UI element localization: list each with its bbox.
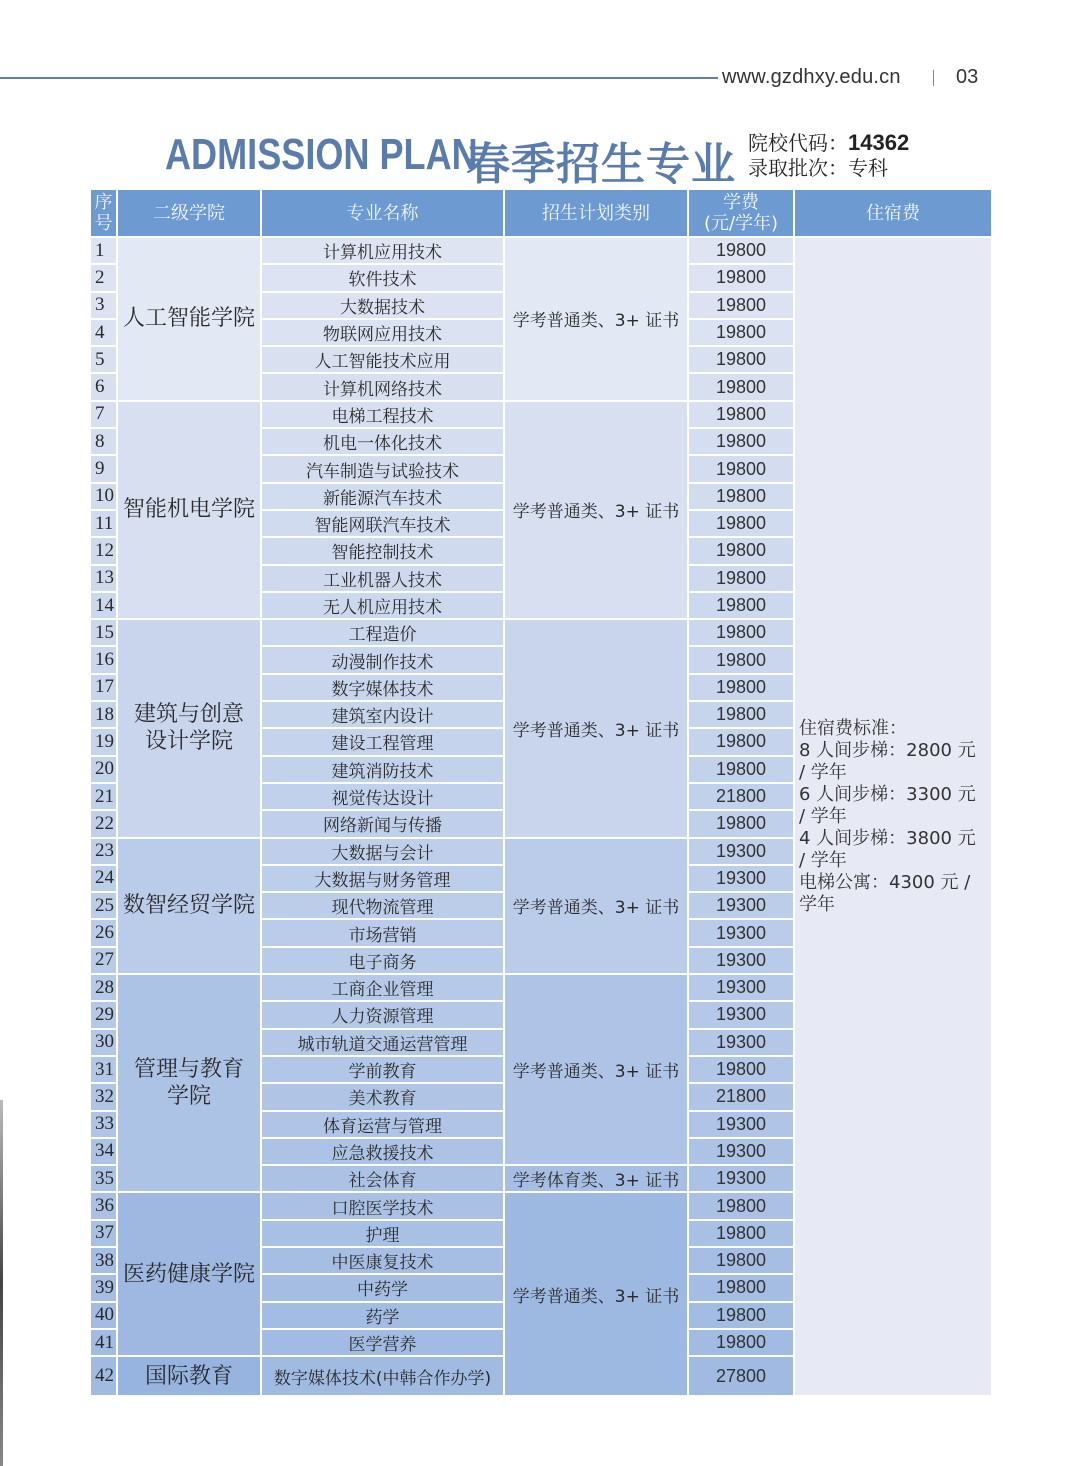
major-name: 机电一体化技术 xyxy=(262,429,503,454)
college-name: 医药健康学院 xyxy=(118,1193,260,1355)
row-number: 40 xyxy=(91,1303,116,1328)
row-number: 38 xyxy=(91,1248,116,1273)
row-number: 39 xyxy=(91,1275,116,1300)
tuition-fee: 19800 xyxy=(689,238,793,263)
row-number: 24 xyxy=(91,866,116,891)
major-name: 计算机网络技术 xyxy=(262,374,503,399)
row-number: 7 xyxy=(91,402,116,427)
tuition-fee: 19800 xyxy=(689,647,793,672)
college-name: 建筑与创意 设计学院 xyxy=(118,620,260,836)
row-number: 18 xyxy=(91,702,116,727)
school-code-label: 院校代码： xyxy=(748,131,848,155)
major-name: 人力资源管理 xyxy=(262,1002,503,1027)
college-name: 管理与教育 学院 xyxy=(118,975,260,1191)
major-name: 视觉传达设计 xyxy=(262,784,503,809)
tuition-fee: 19300 xyxy=(689,920,793,945)
major-name: 工商企业管理 xyxy=(262,975,503,1000)
tuition-fee: 19800 xyxy=(689,293,793,318)
batch-label: 录取批次： xyxy=(748,156,848,180)
major-name: 数字媒体技术 xyxy=(262,675,503,700)
row-number: 21 xyxy=(91,784,116,809)
major-name: 护理 xyxy=(262,1221,503,1246)
row-number: 6 xyxy=(91,374,116,399)
major-name: 大数据技术 xyxy=(262,293,503,318)
page-number: 03 xyxy=(956,66,979,88)
tuition-fee: 19800 xyxy=(689,511,793,536)
tuition-fee: 19300 xyxy=(689,975,793,1000)
row-number: 31 xyxy=(91,1057,116,1082)
tuition-fee: 19800 xyxy=(689,1248,793,1273)
major-name: 学前教育 xyxy=(262,1057,503,1082)
tuition-fee: 19800 xyxy=(689,566,793,591)
tuition-fee: 19300 xyxy=(689,1139,793,1164)
major-name: 计算机应用技术 xyxy=(262,238,503,263)
tuition-fee: 19800 xyxy=(689,811,793,836)
tuition-fee: 19800 xyxy=(689,402,793,427)
tuition-fee: 27800 xyxy=(689,1357,793,1395)
header-dorm: 住宿费 xyxy=(795,190,991,236)
header-plan: 招生计划类别 xyxy=(505,190,687,236)
tuition-fee: 19800 xyxy=(689,456,793,481)
row-number: 42 xyxy=(91,1357,116,1395)
row-number: 23 xyxy=(91,839,116,864)
row-number: 28 xyxy=(91,975,116,1000)
major-name: 美术教育 xyxy=(262,1084,503,1109)
header-fee: 学费 (元/学年) xyxy=(689,190,793,236)
tuition-fee: 19800 xyxy=(689,1275,793,1300)
row-number: 5 xyxy=(91,347,116,372)
admission-meta xyxy=(748,130,909,181)
college-name: 人工智能学院 xyxy=(118,238,260,400)
row-number: 2 xyxy=(91,265,116,290)
row-number: 36 xyxy=(91,1193,116,1218)
plan-category: 学考普通类、3+ 证书 xyxy=(505,1193,687,1395)
plan-category: 学考普通类、3+ 证书 xyxy=(505,620,687,836)
major-name: 汽车制造与试验技术 xyxy=(262,456,503,481)
tuition-fee: 19300 xyxy=(689,893,793,918)
plan-category: 学考普通类、3+ 证书 xyxy=(505,238,687,400)
row-number: 26 xyxy=(91,920,116,945)
tuition-fee: 19800 xyxy=(689,620,793,645)
row-number: 15 xyxy=(91,620,116,645)
major-name: 工程造价 xyxy=(262,620,503,645)
row-number: 34 xyxy=(91,1139,116,1164)
row-number: 8 xyxy=(91,429,116,454)
major-name: 应急救援技术 xyxy=(262,1139,503,1164)
website-url: www.gzdhxy.edu.cn xyxy=(722,66,901,88)
row-number: 12 xyxy=(91,538,116,563)
tuition-fee: 19800 xyxy=(689,1330,793,1355)
school-code: 14362 xyxy=(848,130,910,155)
row-number: 10 xyxy=(91,484,116,509)
major-name: 电子商务 xyxy=(262,948,503,973)
row-number: 16 xyxy=(91,647,116,672)
header-rule xyxy=(0,77,718,79)
row-number: 9 xyxy=(91,456,116,481)
major-name: 体育运营与管理 xyxy=(262,1112,503,1137)
major-name: 电梯工程技术 xyxy=(262,402,503,427)
tuition-fee: 19800 xyxy=(689,1221,793,1246)
major-name: 中药学 xyxy=(262,1275,503,1300)
row-number: 17 xyxy=(91,675,116,700)
major-name: 建设工程管理 xyxy=(262,729,503,754)
major-name: 社会体育 xyxy=(262,1166,503,1191)
row-number: 19 xyxy=(91,729,116,754)
major-name: 药学 xyxy=(262,1303,503,1328)
major-name: 建筑消防技术 xyxy=(262,757,503,782)
tuition-fee: 19800 xyxy=(689,538,793,563)
tuition-fee: 19800 xyxy=(689,757,793,782)
row-number: 41 xyxy=(91,1330,116,1355)
tuition-fee: 19800 xyxy=(689,593,793,618)
title-chinese: 春季招生专业 xyxy=(466,139,736,190)
batch-value: 专科 xyxy=(848,156,888,180)
plan-category: 学考普通类、3+ 证书 xyxy=(505,402,687,618)
major-name: 市场营销 xyxy=(262,920,503,945)
major-name: 人工智能技术应用 xyxy=(262,347,503,372)
table-header-row xyxy=(91,190,991,236)
tuition-fee: 19300 xyxy=(689,1112,793,1137)
tuition-fee: 19800 xyxy=(689,1057,793,1082)
dorm-fee-info: 住宿费标准： 8 人间步梯：2800 元 / 学年 6 人间步梯：3300 元 / 学年 4 人间步梯：3800 元 / 学年 电梯公寓：4300 元 / 学年 xyxy=(795,238,991,1395)
row-number: 29 xyxy=(91,1002,116,1027)
college-name: 智能机电学院 xyxy=(118,402,260,618)
major-name: 网络新闻与传播 xyxy=(262,811,503,836)
tuition-fee: 19800 xyxy=(689,729,793,754)
major-name: 软件技术 xyxy=(262,265,503,290)
row-number: 14 xyxy=(91,593,116,618)
header-major: 专业名称 xyxy=(262,190,503,236)
row-number: 32 xyxy=(91,1084,116,1109)
row-number: 22 xyxy=(91,811,116,836)
tuition-fee: 19300 xyxy=(689,866,793,891)
plan-category: 学考普通类、3+ 证书 xyxy=(505,975,687,1164)
page-edge-shadow xyxy=(0,1100,3,1466)
tuition-fee: 21800 xyxy=(689,1084,793,1109)
major-name: 智能网联汽车技术 xyxy=(262,511,503,536)
admission-table xyxy=(89,188,993,1397)
tuition-fee: 19800 xyxy=(689,702,793,727)
tuition-fee: 19800 xyxy=(689,484,793,509)
major-name: 大数据与会计 xyxy=(262,839,503,864)
major-name: 城市轨道交通运营管理 xyxy=(262,1030,503,1055)
row-number: 27 xyxy=(91,948,116,973)
header-no: 序 号 xyxy=(91,190,116,236)
major-name: 建筑室内设计 xyxy=(262,702,503,727)
tuition-fee: 19800 xyxy=(689,675,793,700)
major-name: 口腔医学技术 xyxy=(262,1193,503,1218)
plan-category: 学考体育类、3+ 证书 xyxy=(505,1166,687,1191)
major-name: 医学营养 xyxy=(262,1330,503,1355)
plan-category: 学考普通类、3+ 证书 xyxy=(505,839,687,973)
major-name: 数字媒体技术(中韩合作办学) xyxy=(262,1357,503,1395)
row-number: 35 xyxy=(91,1166,116,1191)
row-number: 33 xyxy=(91,1112,116,1137)
row-number: 25 xyxy=(91,893,116,918)
major-name: 大数据与财务管理 xyxy=(262,866,503,891)
tuition-fee: 19800 xyxy=(689,265,793,290)
tuition-fee: 21800 xyxy=(689,784,793,809)
row-number: 30 xyxy=(91,1030,116,1055)
major-name: 工业机器人技术 xyxy=(262,566,503,591)
tuition-fee: 19300 xyxy=(689,948,793,973)
row-number: 37 xyxy=(91,1221,116,1246)
row-number: 11 xyxy=(91,511,116,536)
tuition-fee: 19300 xyxy=(689,1166,793,1191)
tuition-fee: 19800 xyxy=(689,1193,793,1218)
tuition-fee: 19300 xyxy=(689,1002,793,1027)
major-name: 智能控制技术 xyxy=(262,538,503,563)
college-name: 国际教育 xyxy=(118,1357,260,1395)
tuition-fee: 19800 xyxy=(689,347,793,372)
row-number: 20 xyxy=(91,757,116,782)
title-english: ADMISSION PLAN xyxy=(165,130,478,179)
table-row xyxy=(91,238,991,263)
major-name: 中医康复技术 xyxy=(262,1248,503,1273)
tuition-fee: 19300 xyxy=(689,839,793,864)
tuition-fee: 19300 xyxy=(689,1030,793,1055)
header-separator xyxy=(933,70,934,86)
header-college: 二级学院 xyxy=(118,190,260,236)
tuition-fee: 19800 xyxy=(689,1303,793,1328)
tuition-fee: 19800 xyxy=(689,374,793,399)
major-name: 现代物流管理 xyxy=(262,893,503,918)
row-number: 3 xyxy=(91,293,116,318)
row-number: 13 xyxy=(91,566,116,591)
tuition-fee: 19800 xyxy=(689,429,793,454)
major-name: 新能源汽车技术 xyxy=(262,484,503,509)
row-number: 1 xyxy=(91,238,116,263)
tuition-fee: 19800 xyxy=(689,320,793,345)
major-name: 物联网应用技术 xyxy=(262,320,503,345)
major-name: 无人机应用技术 xyxy=(262,593,503,618)
major-name: 动漫制作技术 xyxy=(262,647,503,672)
row-number: 4 xyxy=(91,320,116,345)
college-name: 数智经贸学院 xyxy=(118,839,260,973)
